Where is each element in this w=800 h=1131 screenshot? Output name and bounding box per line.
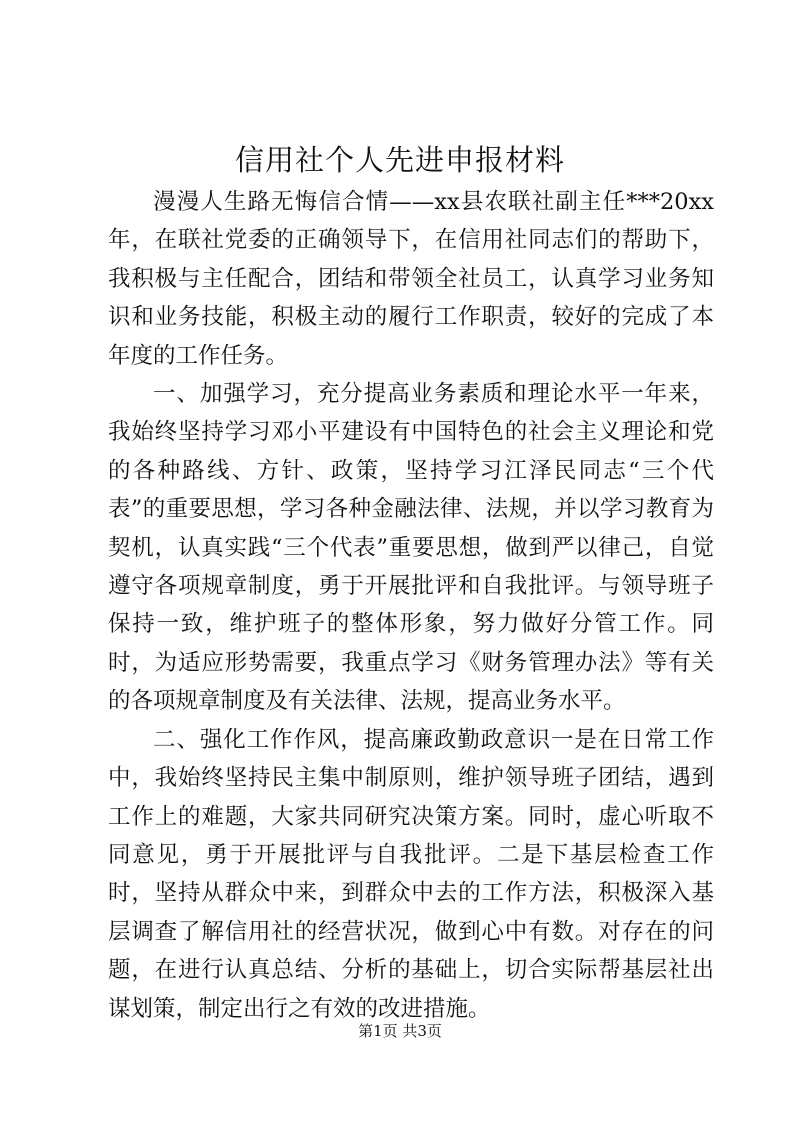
- document-title: 信用社个人先进申报材料: [234, 143, 565, 177]
- document-body: [108, 183, 714, 1028]
- paragraph-intro: 漫漫人生路无悔信合情——xx县农联社副主任***20xx年，在联社党委的正确领导下，在信用社同志们的帮助下，我积极与主任配合，团结和带领全社员工，认真学习业务知识和业务技能，积极主动的履行工作职责，较好的完成了本年度的工作任务。: [108, 189, 714, 369]
- paragraph-section-2: 二、强化工作作风，提高廉政勤政意识一是在日常工作中，我始终坚持民主集中制原则，维护领导班子团结，遇到工作上的难题，大家共同研究决策方案。同时，虚心听取不同意见，勇于开展批评与自我批评。二是下基层检查工作时，坚持从群众中来，到群众中去的工作方法，积极深入基层调查了解信用社的经营状况，做到心中有数。对存在的问题，在进行认真总结、分析的基础上，切合实际帮基层社出谋划策，制定出行之有效的改进措施。: [108, 726, 714, 1022]
- paragraph-section-1: 一、加强学习，充分提高业务素质和理论水平一年来，我始终坚持学习邓小平建设有中国特色的社会主义理论和党的各种路线、方针、政策，坚持学习江泽民同志“三个代表”的重要思想，学习各种金融法律、法规，并以学习教育为契机，认真实践“三个代表”重要思想，做到严以律己，自觉遵守各项规章制度，勇于开展批评和自我批评。与领导班子保持一致，维护班子的整体形象，努力做好分管工作。同时，为适应形势需要，我重点学习《财务管理办法》等有关的各项规章制度及有关法律、法规，提高业务水平。: [108, 381, 714, 715]
- page-number-footer: 第1页 共3页: [358, 1022, 442, 1040]
